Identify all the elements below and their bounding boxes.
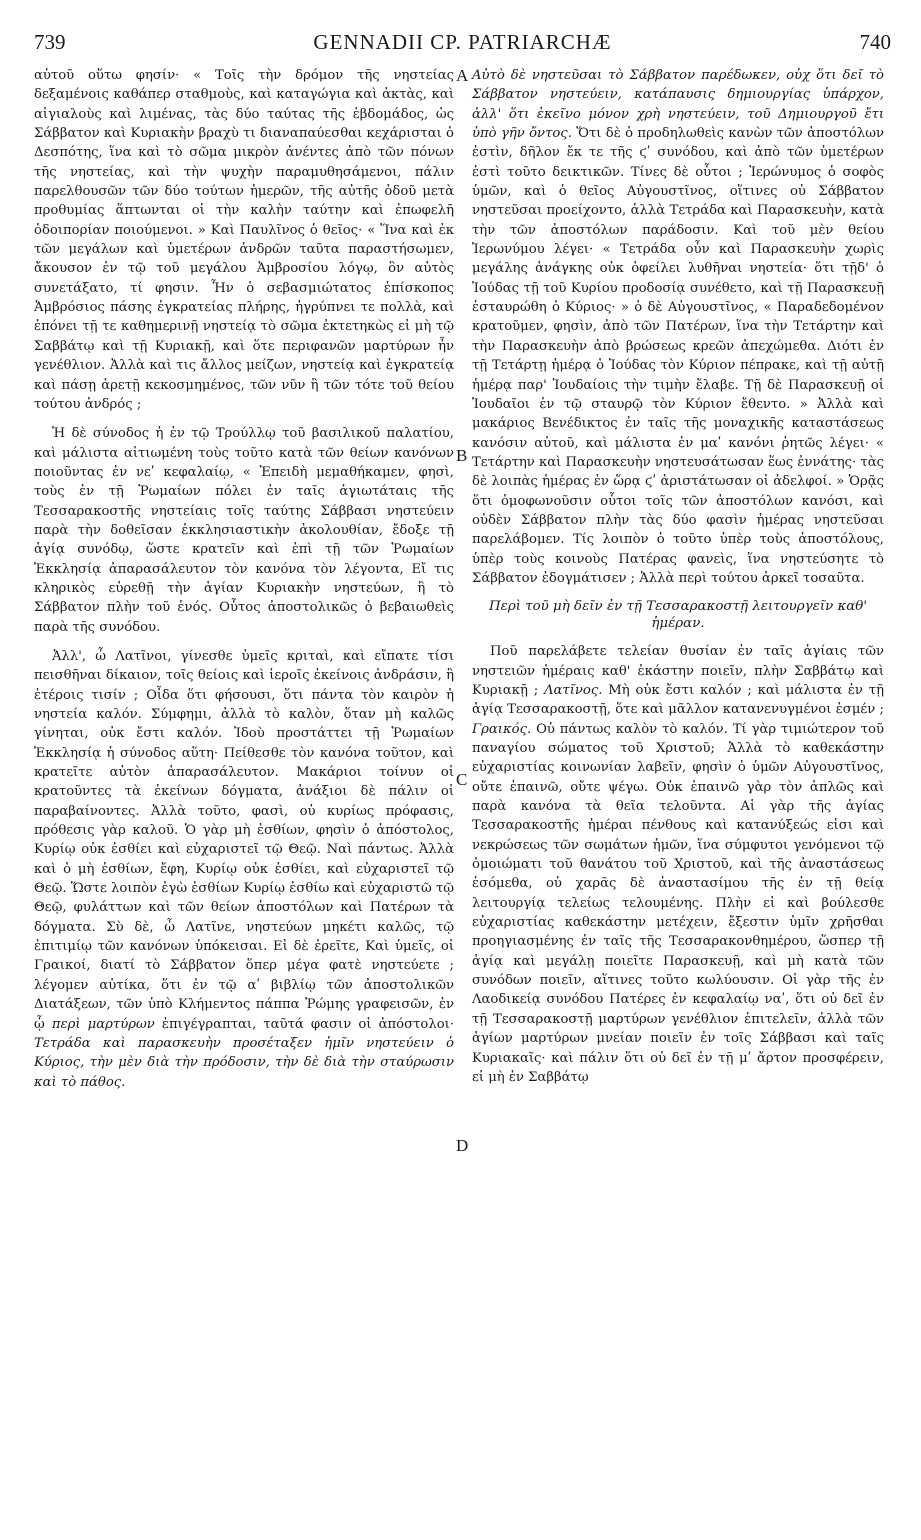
speaker-greek: Γραικός. bbox=[472, 721, 532, 737]
right-paragraph-2-text-b: Μὴ οὐκ ἔστι καλόν ; καὶ μάλιστα ἐν τῇ ἁγίᾳ Τεσσαρακοστῇ, ὅτε καὶ μᾶλλον κατανενυγμένοι ἐσμέν ; bbox=[472, 682, 884, 718]
margin-letter-c: C bbox=[456, 770, 468, 789]
right-paragraph-2-text-c: Οὐ πάντως καλὸν τὸ καλόν. Τί γὰρ τιμιώτερον τοῦ παναγίου σώματος τοῦ Χριστοῦ; Ἀλλὰ τὸ καθεκάστην εὐχαριστίας κοινωνίαν λαβεῖν, φησὶν ὁ ὑμῶν Αὐγουστῖνος, οὔτε ἐπαινῶ, οὔτε ψέγω. Οὐκ ἐπαινῶ γὰρ τὸν ἁπλῶς καὶ παρὰ κανόνα τὰ θεῖα τελοῦντα. Αἱ γὰρ τῆς ἁγίας Τεσσαρακοστῆς ἡμέραι πένθους καὶ κατανύξεώς εἰσι καὶ νεκρώσεως τῶν σωμάτων ἡμῶν, ἵνα σύμφυτοι γενόμενοι τῷ ὁμοιώματι τοῦ θανάτου τοῦ Χριστοῦ, καὶ τῆς ἀναστάσεως ἐσόμεθα, οὐ χαρᾶς δὲ ἀναστασίμου τῆς ἐν τῇ θείᾳ λειτουργίᾳ τελείως τελουμένης. Πλὴν εἰ καὶ βούλεσθε εὐχαριστίας καθεκάστην μετέχειν, ἔξεστιν ὑμῖν χρῆσθαι προηγιασμένης ἐν ταῖς τῆς Τεσσαρακονθημέρου, ὥσπερ τῇ ἁγίᾳ καὶ μεγάλῃ ποιεῖτε Παρασκευῇ, καὶ μὴ κατὰ τῶν συνόδων ποιεῖν, αἵτινες τοῦτο κωλύουσιν. Οἱ γὰρ τῆς ἐν Λαοδικείᾳ συνόδου Πατέρες ἐν κεφαλαίῳ ναʹ, ὅτι οὐ δεῖ ἐν τῇ Τεσσαρακοστῇ μαρτύρων γενέθλιον ἐπιτελεῖν, ἀλλὰ τῶν ἁγίων μαρτύρων μνείαν ποιεῖν ἐν τοῖς Σάββασι καὶ ταῖς Κυριακαῖς· καὶ πάλιν ὅτι οὐ δεῖ ἐν τῇ μʹ ἄρτον προσφέρειν, εἰ μὴ ἐν Σαββάτῳ bbox=[472, 721, 884, 1085]
running-header bbox=[34, 30, 891, 60]
margin-letter-a: A bbox=[456, 66, 469, 85]
left-paragraph-3-text-b: ἐπιγέγραπται, ταῦτά φασιν οἱ ἀπόστολοι· bbox=[161, 1016, 454, 1032]
speaker-latin: Λατῖνος. bbox=[544, 682, 603, 698]
margin-letter-d: D bbox=[456, 1136, 469, 1155]
left-column bbox=[34, 66, 454, 1092]
running-title: GENNADII CP. PATRIARCHÆ bbox=[313, 30, 612, 54]
right-paragraph-1 bbox=[472, 66, 884, 588]
right-column bbox=[472, 66, 884, 1087]
left-paragraph-3-italic-1: περὶ μαρτύρων bbox=[51, 1016, 155, 1032]
right-paragraph-2 bbox=[472, 642, 884, 1087]
left-paragraph-3 bbox=[34, 647, 454, 1092]
right-paragraph-2-text-a: Ποῦ παρελάβετε τελείαν θυσίαν ἐν ταῖς ἁγίαις τῶν νηστειῶν ἡμέραις καθ' ἑκάστην ποιεῖν, πλὴν Σαββάτῳ καὶ Κυριακῇ ; bbox=[472, 644, 884, 698]
right-paragraph-1-italic: Αὐτὸ δὲ νηστεῦσαι τὸ Σάββατον παρέδωκεν, οὐχ ὅτι δεῖ τὸ Σάββατον νηστεύειν, κατάπαυσις δημιουργίας ὑπάρχον, ἀλλ' ὅτι ἐκεῖνο μόνον χρὴ νηστεύειν, τοῦ Δημιουργοῦ ἔτι ὑπὸ γῆν ὄντος. bbox=[472, 68, 884, 142]
left-paragraph-3-text: Ἀλλ', ὦ Λατῖνοι, γίνεσθε ὑμεῖς κριταὶ, καὶ εἴπατε τίσι πεισθῆναι δίκαιον, τοῖς θείοις καὶ ἱεροῖς ἐκείνοις ἀνδράσιν, ἢ ἑτέροις τισίν ; Οἶδα ὅτι φήσουσι, ὅτι πάντα τὸν καιρὸν ἡ νηστεία καλόν. Σύμφημι, ἀλλὰ τὸ καλὸν, ὅταν μὴ καλῶς γίνηται, οὐκ ἔστι καλόν. Ἰδοὺ προστάττει τῇ Ῥωμαίων Ἐκκλησίᾳ ἡ σύνοδος αὕτη· Πείθεσθε τὸν κανόνα τοῦτον, καὶ κρατεῖτε αὐτὸν ἀπαρασάλευτον. Μακάριοι τοίνυν οἱ κρατοῦντες τὰ ἐκείνων δόγματα, ἀνάξιοι δὲ πάλιν οἱ παραβαίνοντες. Ἀλλὰ τοῦτο, φασὶ, οὐ κυρίως πρόφασις, πρόθεσις γὰρ καλοῦ. Ὁ γὰρ μὴ ἐσθίων, φησὶν ὁ ἀπόστολος, Κυρίῳ οὐκ ἐσθίει καὶ εὐχαριστεῖ τῷ Θεῷ. Ναὶ πάντως. Ἀλλὰ καὶ ὁ μὴ ἐσθίων, ἔφη, Κυρίῳ οὐκ ἐσθίει, καὶ εὐχαριστεῖ τῷ Θεῷ. Ὥστε λοιπὸν ἐγὼ ἐσθίων Κυρίῳ ἐσθίω καὶ εὐχαριστῶ τῷ Θεῷ, φυλάττων καὶ τῶν θείων ἀποστόλων καὶ Πατέρων τὰ δόγματα. Σὺ δὲ, ὦ Λατῖνε, νηστεύων μηκέτι καλῶς, τῷ ἐπιτιμίῳ τῶν κανόνων ὑπόκεισαι. Εἰ δὲ ἐρεῖτε, Καὶ ὑμεῖς, οἱ Γραικοί, διατί τὸ Σάββατον ὅπερ μέγα φατὲ νηστεύετε ; λέγομεν αὐτίκα, ὅτι ἐν τῷ αʹ βιβλίῳ τῶν ἀποστολικῶν Διατάξεων, τῶν ὑπὸ Κλήμεντος πάππα Ῥώμης γραφεισῶν, ἐν ᾧ bbox=[34, 648, 454, 1032]
left-paragraph-2: Ἡ δὲ σύνοδος ἡ ἐν τῷ Τρούλλῳ τοῦ βασιλικοῦ παλατίου, καὶ μάλιστα αἰτιωμένη τοὺς τοῦτο κατὰ τῶν θείων κανόνων ποιοῦντας ἐν νεʹ κεφαλαίῳ, « Ἐπειδὴ μεμαθήκαμεν, φησὶ, τοὺς ἐν τῇ Ῥωμαίων πόλει ἐν ταῖς ἁγιωτάταις τῆς Τεσσαρακοστῆς νηστείαις τοῖς ταύτης Σάββασι νηστεύειν παρὰ τὴν δοθεῖσαν ἐκκλησιαστικὴν ἀκολουθίαν, ἔδοξε τῇ ἁγίᾳ συνόδῳ, ὥστε κρατεῖν καὶ ἐπὶ τῇ τῶν Ῥωμαίων Ἐκκλησίᾳ ἀπαρασάλευτον τὸν κανόνα τὸν λέγοντα, Εἴ τις κληρικὸς εὑρεθῇ τὴν ἁγίαν Κυριακὴν νηστεύων, ἢ τὸ Σάββατον πλὴν τοῦ ἑνός. Οὗτος ἀποστολικῶς ὁ βεβαιωθεὶς παρὰ τῆς συνόδου. bbox=[34, 426, 454, 635]
left-paragraph-1: αὐτοῦ οὕτω φησίν· « Τοῖς τὴν δρόμον τῆς νηστείας δεξαμένοις καθάπερ σταθμοὺς, καὶ καταγώγια καὶ ἀκτὰς, καὶ αἰγιαλοὺς καὶ λιμένας, τὰς δύο ταύτας τῆς ἑβδομάδος, ὡς Σάββατον καὶ Κυριακὴν βραχὺ τι διαναπαύεσθαι κεχάρισται ὁ Δεσπότης, ἵνα καὶ τὸ σῶμα μικρὸν ἀνέντες ἀπὸ τῶν πόνων τῆς νηστείας, καὶ τὴν ψυχὴν παραμυθησάμενοι, πάλιν παρελθουσῶν τῶν δύο τούτων ἡμερῶν, τῆς αὐτῆς ὁδοῦ μετὰ προθυμίας ἅπτωνται οἱ τὴν καλὴν ταύτην καὶ ἐπωφελῆ ὁδοιπορίαν ποιούμενοι. » Καὶ Παυλῖνος ὁ θεῖος· « Ἵνα καὶ ἐκ τῶν μεγάλων καὶ ὑμετέρων ἀνδρῶν ταῦτα παραστήσωμεν, ἄκουσον ἐν τῷ τοῦ μεγάλου Ἀμβροσίου λόγῳ, ὃν αὐτὸς συνετάξατο, τί φησιν. Ἦν ὁ σεβασμιώτατος ἐπίσκοπος Ἀμβρόσιος πάσης ἐγκρατείας πλήρης, ἠγρύπνει τε πολλὰ, καὶ ἐπόνει τῇ τε καθημερινῇ νηστείᾳ τὸ σῶμα ἐκτετηκὼς εἰ μὴ τῷ Σαββάτῳ καὶ τῇ Κυριακῇ, καὶ ὅτε περιφανῶν μαρτύρων ἦν γενέθλιον. Ἀλλὰ καὶ τις ἄλλος μείζων, νηστείᾳ καὶ ἐγκρατείᾳ καὶ πάσῃ ἀρετῇ κεκοσμημένος, τῶν νῦν ἢ τῶν τότε τοῦ θείου τούτου ἀνδρός ; bbox=[34, 68, 454, 412]
page-number-right: 740 bbox=[859, 30, 891, 54]
section-heading: Περὶ τοῦ μὴ δεῖν ἐν τῇ Τεσσαρακοστῇ λειτουργεῖν καθ' ἡμέραν. bbox=[488, 599, 868, 632]
right-paragraph-1-text: Ὅτι δὲ ὁ προδηλωθεὶς κανὼν τῶν ἀποστόλων ἐστὶν, δῆλον ἔκ τε τῆς ϛʹ συνόδου, καὶ ἀπὸ τῶν ὑμετέρων ἐστὶ τοῦτο δεικτικῶν. Τίνες δὲ οὗτοι ; Ἱερώνυμος ὁ σοφὸς ὑμῶν, καὶ ὁ θεῖος Αὐγουστῖνος, οἵτινες οὐ Σάββατον νηστεῦσαι προείχοντο, ἀλλὰ Τετράδα καὶ Παρασκευὴν, κατὰ τὴν τῶν ἀποστόλων παράδοσιν. Καὶ τοῦ μὲν θείου Ἱερωνύμου λέγει· « Τετράδα οὖν καὶ Παρασκευὴν χωρὶς μεγάλης ἀνάγκης οὐκ ὀφείλει λυθῆναι νηστεία· ὅτι τῇδ' ὁ Ἰούδας τῇ τοῦ Κυρίου προδοσίᾳ συνέθετο, καὶ τῇ Παρασκευῇ ἐσταυρώθη ὁ Κύριος· » ὁ δὲ Αὐγουστῖνος, « Παραδεδομένον κρατοῦμεν, φησὶν, ἀπὸ τῶν Πατέρων, ἵνα τὴν Τετάρτην καὶ τὴν Παρασκευὴν ἀπὸ βρώσεως κρεῶν ἀπεχώμεθα. Διότι ἐν τῇ Τετάρτῃ ἡμέρᾳ ὁ Ἰούδας τὸν Κύριον πέπρακε, καὶ τῇ αὐτῇ ἡμέρᾳ παρ' Ἰουδαίοις τὴν τιμὴν ἔλαβε. Τῇ δὲ Παρασκευῇ οἱ Ἰουδαῖοι ἐν τῷ σταυρῷ τὸν Κύριον ἔθεντο. » Ἀλλὰ καὶ μακάριος Βενέδικτος ἐν ταῖς τῆς μοναχικῆς καταστάσεως κανόσιν αὐτοῦ, καὶ μάλιστα ἐν μαʹ κανόνι ῥητῶς λέγει· « Τετάρτην καὶ Παρασκευὴν νηστευσάτωσαν ἕως ἐννάτης· τὰς δὲ λοιπὰς ἡμέρας ἐν ὥρᾳ ϛʹ ἀριστάτωσαν οἱ ἀδελφοί. » Ὁρᾷς ὅτι ὁμοφωνοῦσιν οὗτοι τοῖς τῶν ἀποστόλων κανόσι, καὶ οὐδὲν Σάββατον πλὴν τὰς δύο φασὶν ἡμέρας νηστεῦσαι παρελάβομεν. Τίς λοιπὸν ὁ τοῦτο ὑπὲρ τοὺς ἀποστόλους, ὑπὲρ τοὺς κοινοὺς Πατέρας φανεὶς, ἵνα νηστεύσητε τὸ Σάββατον ἐδογμάτισεν ; Ἀλλὰ περὶ τούτου ἀρκεῖ τοσαῦτα. bbox=[472, 126, 884, 586]
left-paragraph-3-italic-2: Τετράδα καὶ παρασκευὴν προσέταξεν ἡμῖν νηστεύειν ὁ Κύριος, τὴν μὲν διὰ τὴν πρόδοσιν, τὴν δὲ διὰ τὴν σταύρωσιν καὶ τὸ πάθος. bbox=[34, 1035, 454, 1090]
page-number-left: 739 bbox=[34, 30, 66, 54]
margin-letter-b: B bbox=[456, 446, 468, 465]
